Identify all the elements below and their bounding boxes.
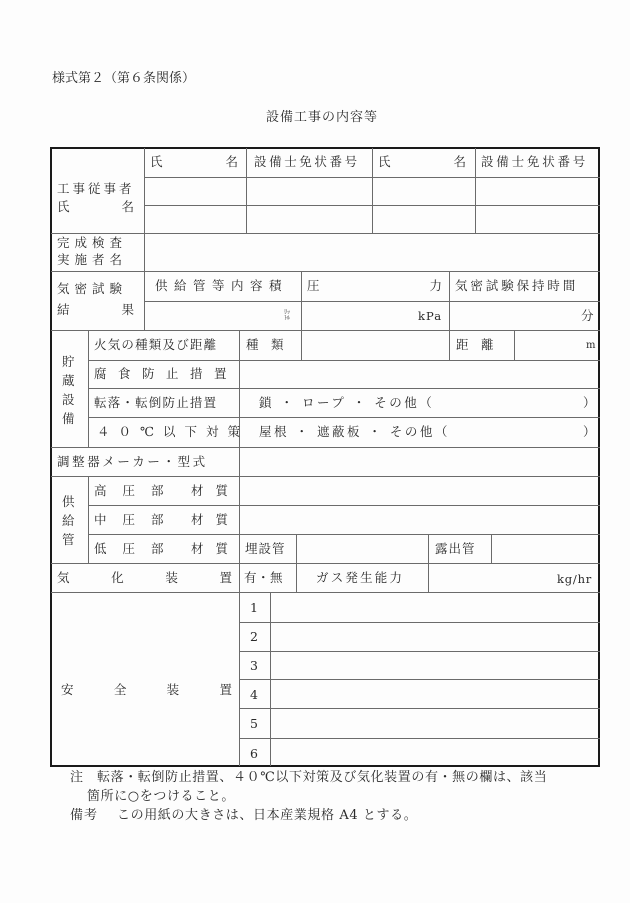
fire-kind-input[interactable] — [302, 331, 448, 359]
label-char: 全 — [113, 682, 127, 697]
safety-device-input[interactable] — [271, 652, 599, 678]
divider — [88, 388, 600, 389]
label-text: 高 圧 部 — [94, 483, 170, 498]
label-char: 装 — [166, 682, 180, 697]
col-header-name — [378, 155, 466, 169]
label-text: 果 — [121, 302, 134, 317]
exposed-pipe-label: 露出管 — [435, 541, 476, 556]
fire-distance-label: 火気の種類及び距離 — [94, 337, 218, 352]
pressure-unit: kPa — [418, 309, 443, 323]
supply-pipe-group-label: 供給管 — [62, 494, 75, 547]
label-char: 置 — [219, 682, 232, 697]
note-prefix: 注 — [70, 770, 84, 785]
safety-row-number: 2 — [250, 629, 258, 644]
storage-group-label: 貯蔵設備 — [62, 354, 75, 426]
divider — [88, 476, 89, 563]
distance-unit: m — [586, 340, 596, 351]
workers-label-line2 — [57, 200, 134, 214]
label-text: 力 — [429, 278, 442, 293]
safety-row-number: 5 — [250, 716, 258, 731]
workers-label-line1 — [57, 182, 134, 196]
col-header-license: 設備士免状番号 — [254, 154, 360, 169]
corrosion-label: 腐食防止措置 — [94, 366, 239, 381]
label-char: 気 — [57, 570, 70, 585]
divider — [88, 417, 600, 418]
note-line2: 箇所に○をつけること。 — [87, 789, 235, 804]
safety-row-number: 1 — [250, 600, 258, 615]
vaporizer-label — [57, 571, 232, 585]
label-text: 名 — [225, 154, 238, 169]
pressure-input[interactable] — [302, 302, 414, 329]
buried-pipe-input[interactable] — [297, 535, 427, 562]
label-text: 名 — [453, 154, 466, 169]
label-text: 低 圧 部 — [94, 541, 170, 556]
vaporizer-presence-option[interactable]: 有・無 — [244, 570, 284, 585]
remark-prefix: 備考 — [70, 808, 99, 823]
temperature-label: ４０℃以下対策 — [97, 424, 249, 439]
label-text: 材 質 — [191, 541, 232, 556]
volume-input[interactable] — [145, 302, 280, 329]
safety-row-number: 6 — [250, 746, 258, 761]
exposed-pipe-input[interactable] — [492, 535, 599, 562]
divider — [449, 330, 450, 360]
worker-license-input[interactable] — [476, 178, 599, 204]
col-header-license: 設備士免状番号 — [481, 154, 589, 169]
volume-unit — [284, 310, 290, 322]
inspector-label-line2: 実施者名 — [57, 252, 128, 267]
volume-label: 供給管等内容積 — [155, 278, 289, 293]
worker-name-input[interactable] — [373, 178, 474, 204]
label-char: 化 — [111, 570, 124, 585]
safety-device-input[interactable] — [271, 680, 599, 707]
worker-name-input[interactable] — [145, 178, 245, 204]
safety-device-input[interactable] — [271, 623, 599, 650]
close-paren: ） — [583, 395, 596, 410]
mid-pressure-label — [94, 513, 232, 527]
label-char: 装 — [165, 570, 178, 585]
low-pressure-label — [94, 542, 232, 556]
label-text: 中 圧 部 — [94, 512, 170, 527]
regulator-input[interactable] — [240, 448, 599, 475]
label-text: 名 — [121, 199, 134, 214]
label-text: 材 質 — [191, 483, 232, 498]
mid-pressure-material-input[interactable] — [240, 506, 599, 533]
label-char: 安 — [61, 682, 74, 697]
close-paren: ） — [583, 424, 596, 439]
label-text: 氏 — [378, 154, 391, 169]
gas-capacity-input[interactable] — [429, 564, 553, 591]
safety-device-input[interactable] — [271, 709, 599, 737]
gas-capacity-unit: kg/hr — [557, 572, 593, 586]
divider — [88, 330, 89, 447]
corrosion-input[interactable] — [240, 361, 599, 387]
safety-row-number: 3 — [250, 658, 258, 673]
distance-label: 距 離 — [456, 337, 494, 352]
safety-device-label — [61, 683, 232, 697]
gas-capacity-label: ガス発生能力 — [316, 570, 405, 585]
temperature-options[interactable]: 屋根 ・ 遮蔽板 ・ その他（ — [259, 424, 450, 439]
label-text: 氏 — [57, 199, 70, 214]
label-char: 置 — [219, 570, 232, 585]
worker-license-input[interactable] — [247, 206, 371, 232]
label-text: 氏 — [150, 154, 163, 169]
worker-license-input[interactable] — [476, 206, 599, 232]
col-header-name — [150, 155, 238, 169]
hold-time-unit: 分 — [581, 308, 594, 323]
high-pressure-material-input[interactable] — [240, 477, 599, 504]
inspector-name-input[interactable] — [145, 234, 599, 270]
page-title: 設備工事の内容等 — [266, 110, 379, 125]
distance-input[interactable] — [515, 331, 583, 359]
fall-prevention-label: 転落・転倒防止措置 — [94, 395, 218, 410]
fall-prevention-options[interactable]: 鎖 ・ ロープ ・ その他（ — [259, 395, 435, 410]
high-pressure-label — [94, 484, 232, 498]
unit-text: ﾘｯ — [284, 309, 291, 316]
label-text: 圧 — [307, 278, 320, 293]
safety-device-input[interactable] — [271, 739, 599, 765]
unit-text: ﾄﾙ — [284, 315, 291, 322]
buried-pipe-label: 埋設管 — [245, 541, 286, 556]
worker-name-input[interactable] — [145, 206, 245, 232]
worker-license-input[interactable] — [247, 178, 371, 204]
airtight-label-line1: 気密試験 — [57, 281, 128, 296]
regulator-label: 調整器メーカー・型式 — [57, 454, 208, 469]
label-text: 結 — [57, 302, 70, 317]
label-text: 工事従事者 — [57, 181, 135, 196]
kind-label: 種 類 — [246, 337, 284, 352]
form-number: 様式第２（第６条関係） — [52, 71, 196, 86]
note-line1: 転落・転倒防止措置、４０℃以下対策及び気化装置の有・無の欄は、該当 — [97, 770, 548, 785]
remark-text: この用紙の大きさは、日本産業規格 A4 とする。 — [117, 808, 418, 823]
safety-device-input[interactable] — [271, 593, 599, 621]
worker-name-input[interactable] — [373, 206, 474, 232]
pressure-label — [307, 279, 442, 293]
hold-time-label: 気密試験保持時間 — [455, 278, 579, 293]
divider — [51, 271, 600, 272]
inspector-label-line1: 完成検査 — [57, 235, 128, 250]
label-text: 材 質 — [191, 512, 232, 527]
airtight-label-line2 — [57, 303, 134, 317]
divider — [239, 330, 240, 766]
hold-time-input[interactable] — [450, 302, 576, 329]
safety-row-number: 4 — [250, 687, 258, 702]
